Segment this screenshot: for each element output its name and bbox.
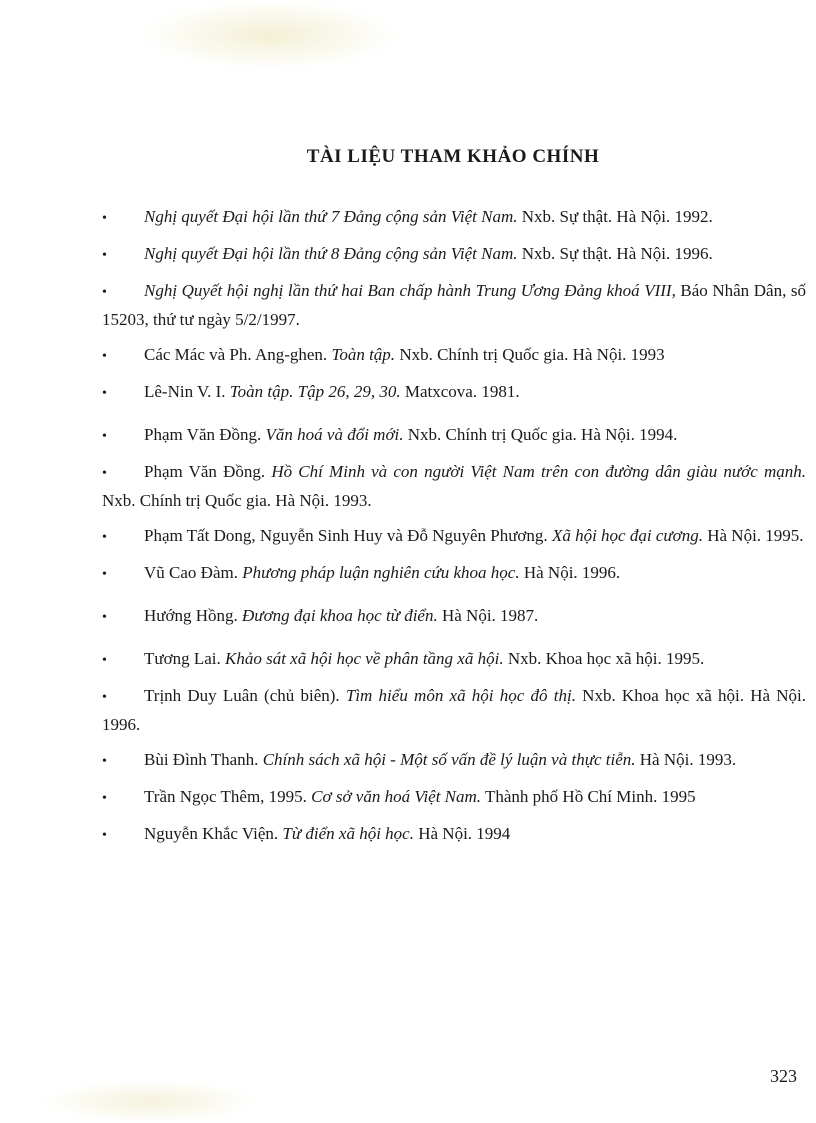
reference-item xyxy=(102,240,806,269)
reference-publication: Nxb. Khoa học xã hội. Hà Nội. 1996. xyxy=(102,686,806,734)
reference-list xyxy=(102,203,806,863)
bullet-icon: • xyxy=(102,567,107,582)
reference-publication: Hà Nội. 1993. xyxy=(635,750,737,769)
reference-title: Tìm hiểu môn xã hội học đô thị. xyxy=(345,686,576,705)
bullet-icon: • xyxy=(102,386,107,401)
reference-title: Xã hội học đại cương. xyxy=(551,526,703,545)
bullet-icon: • xyxy=(102,429,107,444)
page-number: 323 xyxy=(770,1066,797,1086)
reference-title: Toàn tập. xyxy=(331,345,396,364)
bullet-icon: • xyxy=(102,653,107,668)
bullet-icon: • xyxy=(102,690,107,705)
bullet-icon: • xyxy=(102,248,107,263)
scan-discoloration-top xyxy=(140,0,400,70)
reference-item xyxy=(102,277,806,333)
bullet-icon: • xyxy=(102,610,107,625)
reference-publication: Nxb. Chính trị Quốc gia. Hà Nội. 1993. xyxy=(102,491,372,510)
reference-title: Khảo sát xã hội học về phân tầng xã hội. xyxy=(225,649,504,668)
bullet-icon: • xyxy=(102,211,107,226)
bullet-icon: • xyxy=(102,530,107,545)
bullet-icon: • xyxy=(102,828,107,843)
bullet-icon: • xyxy=(102,466,107,481)
scan-discoloration-bottom xyxy=(40,1080,260,1123)
reference-author: Nguyễn Khắc Viện. xyxy=(144,824,283,843)
reference-item xyxy=(102,783,806,812)
bullet-icon: • xyxy=(102,285,107,300)
reference-author: Phạm Văn Đồng. xyxy=(144,425,266,444)
reference-item xyxy=(102,421,806,450)
reference-author: Trịnh Duy Luân (chủ biên). xyxy=(144,686,346,705)
reference-publication: Matxcova. 1981. xyxy=(400,382,520,401)
reference-author: Phạm Văn Đồng. xyxy=(144,462,272,481)
reference-item xyxy=(102,602,806,631)
reference-author: Phạm Tất Dong, Nguyễn Sinh Huy và Đỗ Nguyên Phương. xyxy=(144,526,552,545)
reference-title: Văn hoá và đổi mới. xyxy=(265,425,404,444)
reference-title: Cơ sở văn hoá Việt Nam. xyxy=(311,787,482,806)
reference-title: Hồ Chí Minh và con người Việt Nam trên con đường dân giàu nước mạnh. xyxy=(271,462,807,481)
bullet-icon: • xyxy=(102,791,107,806)
reference-publication: Báo Nhân Dân, số 15203, thứ tư ngày 5/2/1997. xyxy=(102,281,806,329)
reference-title: Nghị Quyết hội nghị lần thứ hai Ban chấp hành Trung Ương Đảng khoá VIII, xyxy=(144,281,676,300)
reference-publication: Nxb. Chính trị Quốc gia. Hà Nội. 1994. xyxy=(403,425,678,444)
reference-publication: Nxb. Sự thật. Hà Nội. 1992. xyxy=(517,207,713,226)
bullet-icon: • xyxy=(102,754,107,769)
reference-author: Trần Ngọc Thêm, 1995. xyxy=(144,787,312,806)
reference-publication: Hà Nội. 1996. xyxy=(519,563,621,582)
reference-item xyxy=(102,645,806,674)
reference-publication: Hà Nội. 1987. xyxy=(437,606,539,625)
reference-item xyxy=(102,559,806,588)
reference-title: Từ điển xã hội học. xyxy=(282,824,414,843)
reference-author: Bùi Đình Thanh. xyxy=(144,750,263,769)
reference-item xyxy=(102,378,806,407)
reference-author: Lê-Nin V. I. xyxy=(144,382,230,401)
reference-publication: Hà Nội. 1995. xyxy=(702,526,804,545)
reference-item xyxy=(102,820,806,849)
reference-title: Nghị quyết Đại hội lần thứ 8 Đảng cộng sản Việt Nam. xyxy=(144,244,518,263)
reference-author: Hướng Hồng. xyxy=(144,606,243,625)
reference-title: Phương pháp luận nghiên cứu khoa học. xyxy=(242,563,520,582)
reference-author: Tương Lai. xyxy=(144,649,225,668)
reference-item xyxy=(102,341,806,370)
reference-publication: Nxb. Khoa học xã hội. 1995. xyxy=(503,649,705,668)
reference-item xyxy=(102,746,806,775)
reference-item xyxy=(102,458,806,514)
reference-publication: Nxb. Chính trị Quốc gia. Hà Nội. 1993 xyxy=(395,345,665,364)
reference-publication: Nxb. Sự thật. Hà Nội. 1996. xyxy=(517,244,713,263)
reference-item xyxy=(102,682,806,738)
reference-title: Nghị quyết Đại hội lần thứ 7 Đảng cộng sản Việt Nam. xyxy=(144,207,518,226)
reference-title: Chính sách xã hội - Một số vấn đề lý luận và thực tiễn. xyxy=(262,750,636,769)
reference-item xyxy=(102,522,806,551)
page-title: TÀI LIỆU THAM KHẢO CHÍNH xyxy=(306,146,600,167)
reference-item xyxy=(102,203,806,232)
reference-title: Toàn tập. Tập 26, 29, 30. xyxy=(229,382,401,401)
reference-publication: Thành phố Hồ Chí Minh. 1995 xyxy=(481,787,696,806)
reference-author: Các Mác và Ph. Ang-ghen. xyxy=(144,345,332,364)
reference-author: Vũ Cao Đàm. xyxy=(144,563,243,582)
reference-title: Đương đại khoa học từ điển. xyxy=(242,606,438,625)
bullet-icon: • xyxy=(102,349,107,364)
reference-publication: Hà Nội. 1994 xyxy=(413,824,511,843)
